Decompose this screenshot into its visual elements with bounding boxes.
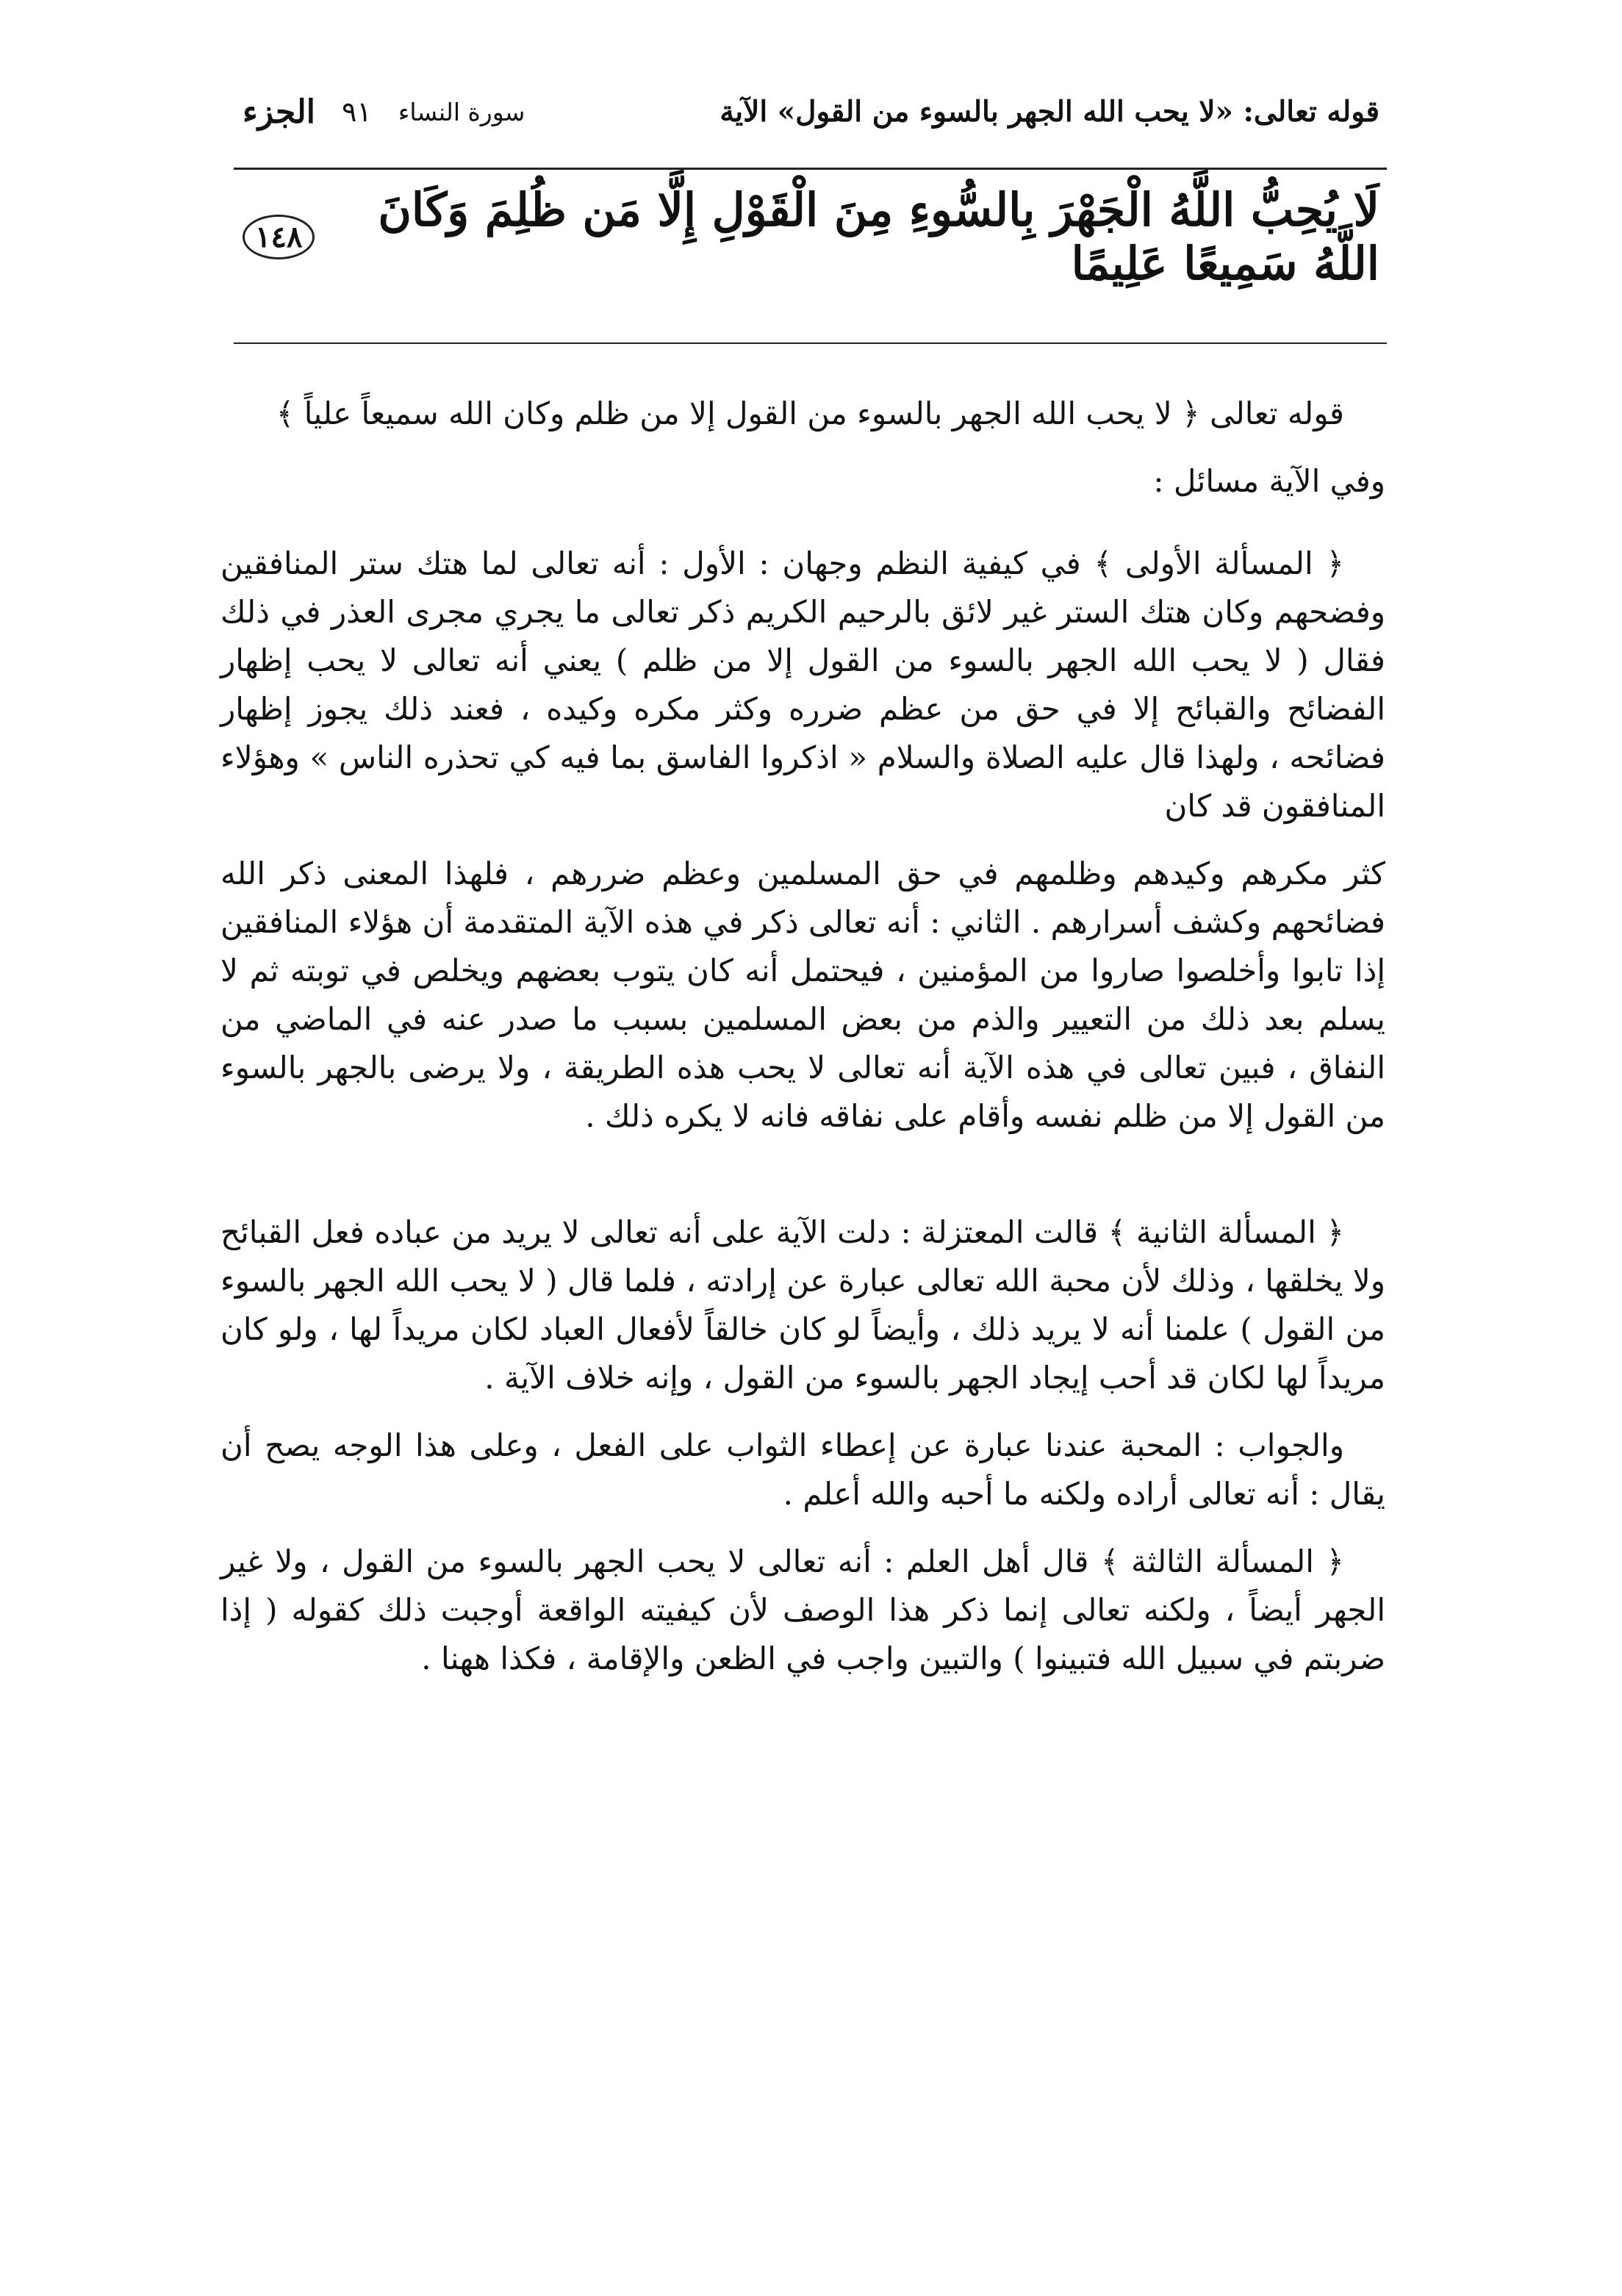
question-3-paragraph: ﴿ المسألة الثالثة ﴾ قال أهل العلم : أنه تعالى لا يحب الجهر بالسوء من القول ، ولا غير الجهر أيضاً ، ولكنه تعالى إنما ذكر هذا الوصف لأن كيفيته الواقعة أوجبت ذلك كقوله ( إذا ضربتم في سبيل الله فتبينوا ) والتبين واجب في الظعن والإقامة ، فكذا ههنا . <box>220 1543 1385 1676</box>
header-divider <box>234 168 1387 170</box>
header-juz: الجزء <box>243 93 315 131</box>
header-meta <box>243 93 525 131</box>
verse-text: لَا يُحِبُّ اللَّهُ الْجَهْرَ بِالسُّوءِ مِنَ الْقَوْلِ إِلَّا مَن ظُلِمَ وَكَانَ اللَّهُ سَمِيعًا عَلِيمًا <box>378 183 1379 290</box>
running-header <box>243 82 1379 141</box>
verse-number-marker: ١٤٨ <box>243 215 315 259</box>
questions-intro-paragraph: وفي الآية مسائل : <box>1153 463 1385 499</box>
header-topic: قوله تعالى: «لا يحب الله الجهر بالسوء من القول» الآية <box>720 95 1379 129</box>
question-1-paragraph: ﴿ المسألة الأولى ﴾ في كيفية النظم وجهان : الأول : أنه تعالى لما هتك ستر المنافقين وفضحهم وكان هتك الستر غير لائق بالرحيم الكريم ذكر تعالى ما يجري مجرى العذر في ذلك فقال ( لا يحب الله الجهر بالسوء من القول إلا من ظلم ) يعني أنه تعالى لا يحب إظهار الفضائح والقبائح إلا في حق من عظم ضرره وكثر مكره وكيده ، فعند ذلك يجوز إظهار فضائحه ، ولهذا قال عليه الصلاة والسلام « اذكروا الفاسق بما فيه كي تحذره الناس » وهؤلاء المنافقون قد كان <box>220 545 1385 824</box>
question-1-continuation-paragraph: كثر مكرهم وكيدهم وظلمهم في حق المسلمين وعظم ضررهم ، فلهذا المعنى ذكر الله فضائحهم وكشف أسرارهم . الثاني : أنه تعالى ذكر في هذه الآية المتقدمة أن هؤلاء المنافقين إذا تابوا وأخلصوا صاروا من المؤمنين ، فيحتمل أنه كان يتوب بعضهم ويخلص في توبته ثم لا يسلم بعد ذلك من التعيير والذم من بعض المسلمين بسبب ما صدر عنه في الماضي من النفاق ، فبين تعالى في هذه الآية أنه تعالى لا يحب هذه الطريقة ، ولا يرضى بالجهر بالسوء من القول إلا من ظلم نفسه وأقام على نفاقه فانه لا يكره ذلك . <box>220 855 1385 1134</box>
intro-paragraph: قوله تعالى ﴿ لا يحب الله الجهر بالسوء من القول إلا من ظلم وكان الله سميعاً علياً ﴾ <box>276 395 1344 431</box>
answer-paragraph: والجواب : المحبة عندنا عبارة عن إعطاء الثواب على الفعل ، وعلى هذا الوجه يصح أن يقال : أنه تعالى أراده ولكنه ما أحبه والله أعلم . <box>220 1427 1385 1512</box>
question-2-paragraph: ﴿ المسألة الثانية ﴾ قالت المعتزلة : دلت الآية على أنه تعالى لا يريد من عباده فعل القبائح ولا يخلقها ، وذلك لأن محبة الله تعالى عبارة عن إرادته ، فلما قال ( لا يحب الله الجهر بالسوء من القول ) علمنا أنه لا يريد ذلك ، وأيضاً لو كان خالقاً لأفعال العباد لكان مريداً لها ، ولو كان مريداً لها لكان قد أحب إيجاد الجهر بالسوء من القول ، وإنه خلاف الآية . <box>220 1214 1385 1396</box>
header-surah: سورة النساء <box>398 97 525 126</box>
verse-divider <box>234 342 1387 344</box>
quran-verse <box>243 183 1379 290</box>
commentary-body <box>220 390 1385 1683</box>
header-page-number: ٩١ <box>342 96 372 128</box>
